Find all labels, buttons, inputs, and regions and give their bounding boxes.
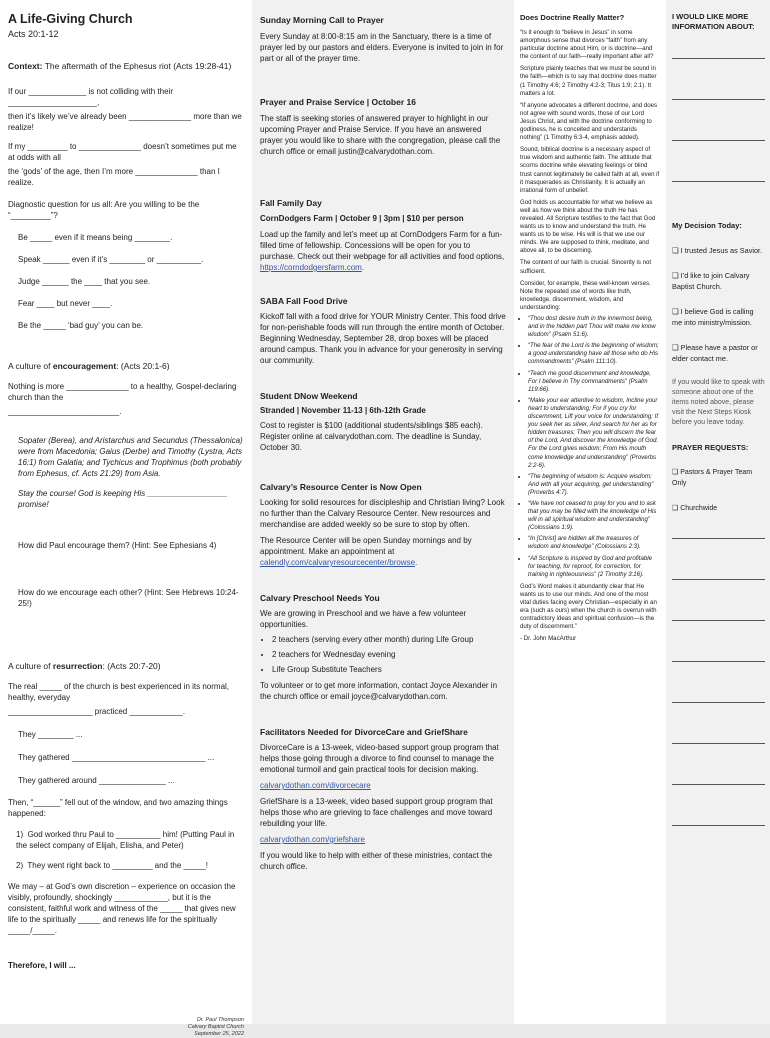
announce-title-prayer-praise: Prayer and Praise Service | October 16 [260,97,416,107]
prayer-line-7[interactable] [672,784,765,785]
divorcecare-link[interactable]: calvarydothan.com/divorcecare [260,781,371,790]
article-p1: “Is it enough to “believe in Jesus” in some amorphous sense that divorces “faith” from any particular doctrine about Him, or is doctrine—and the content of our faith—really important after all? [520,29,654,61]
travelers-quote: Sopater (Berea), and Aristarchus and Secundus (Thessalonica) were from Macedonia; Gaius (Derbe) and Timothy (Lystra, Acts 16:1) from Galatia; and Tychicus and Trophimus (both probably from Ephesus, cf. Acts 21:29) from Asia. [18,436,243,478]
list-item: • “Teach me good discernment and knowledge, For I believe in Thy commandments” (Psalm 119:66). [528,370,660,394]
diagnostic-question: Diagnostic question for us all: Are you willing to be the “_________”? [8,200,200,220]
article-p5: God holds us accountable for what we believe as well as how we think about the truth He has revealed. All Scripture testifies to the fact that God wants us to know and understand the truth. He wants us to be wise. His will is that we use our minds. We are supposed to think, meditate, and above all, to be discerning. [520,198,656,255]
announce-text-food-drive: Kickoff fall with a food drive for YOUR Ministry Center. This food drive for non-perishable foods will run through the entire month of October. Beginning Wednesday, September 28, drop boxes will be placed around campus. Thank you in advance for your generosity in serving our community. [260,312,506,365]
list-item: • 2 teachers (serving every other month) during Life Group [272,634,506,645]
be-line-5: Be the _____ ‘bad guy’ you can be. [18,321,144,330]
info-line-2[interactable] [672,99,765,100]
announce-sub-dnow: Stranded | November 11-13 | 6th-12th Grade [260,406,426,415]
list-item: • “In [Christ] are hidden all the treasures of wisdom and knowledge” (Colossians 2:3). [528,535,660,551]
announce-title-preschool: Calvary Preschool Needs You [260,593,380,603]
griefshare-link[interactable]: calvarydothan.com/griefshare [260,835,365,844]
article-author: - Dr. John MacArthur [520,635,577,643]
decision-title: My Decision Today: [672,221,742,230]
announce-sub-family-day: CornDodgers Farm | October 9 | 3pm | $10 per person [260,214,464,223]
prayer-check-1[interactable]: ❑ Pastors & Prayer Team Only [672,469,753,487]
they-line-2: They gathered ______________________________ ... [18,753,215,762]
info-line-4[interactable] [672,181,765,182]
decision-check-3[interactable]: ❑ I believe God is calling me into ministry/mission. [672,307,754,327]
announce-title-facilitators: Facilitators Needed for DivorceCare and GriefShare [260,727,468,737]
announce-text-prayer-call: Every Sunday at 8:00-8:15 am in the Sanctuary, there is a time of prayer led by our pastors and elders. Everyone is invited to join in for part or all of the prayer time. [260,32,504,63]
preschool-list [260,634,506,675]
announce-text-contact: If you would like to help with either of these ministries, contact the church office. [260,851,493,871]
list-item: • 2 teachers for Wednesday evening [272,649,506,660]
calendly-link[interactable]: calendly.com/calvaryresourcecenter/browse [260,558,416,567]
info-line-1[interactable] [672,58,765,59]
response-card-column [666,0,770,1024]
list-item: • “Thou dost desire truth in the innermost being, and in the hidden part Thou wilt make me know wisdom” (Psalm 51:6). [528,315,660,339]
article-p4: Sound, biblical doctrine is a necessary aspect of true wisdom and authentic faith. The attitude that scorns doctrine while elevating feelings or blind trust cannot legitimately be called faith at all, even if it masquerades as Christianity. It is actually an irrational form of unbelief. [520,146,660,194]
context-line: Context: The aftermath of the Ephesus riot (Acts 19:28-41) [8,61,232,71]
decision-check-2[interactable]: ❑ I’d like to join Calvary Baptist Church. [672,271,750,291]
article-p8: God’s Word makes it abundantly clear that He wants us to use our minds. And one of the most vital duties facing every Christian—especially in an era (such as ours) when the church is overrun with contradictory ideas and spiritual confusion—is the duty of discernment.” [520,582,657,631]
note-p1b: then it’s likely we’ve already been ______________ more than we realize! [8,112,242,132]
prayer-check-2[interactable]: ❑ Churchwide [672,505,718,512]
note-p1: If our _____________ is not colliding with their ____________________, [8,87,173,107]
announce-text-resource-center-2: The Resource Center will be open Sunday mornings and by appointment. Make an appointment at calendly.com/calvaryresourcecenter/browse. [260,536,472,567]
verse-list [520,315,660,579]
sermon-reference: Acts 20:1-12 [8,29,59,39]
list-item: • “We have not ceased to pray for you and to ask that you may be filled with the knowledge of His will in all spiritual wisdom and understanding” (Colossians 1:9). [528,500,660,532]
list-item: • “Make your ear attentive to wisdom, Incline your heart to understanding; For if you cry for discernment, Lift your voice for understanding; If you seek her as silver, And search for her as for hidden treasures; Then you will discern the fear of the Lord, And discover the knowledge of God. For the Lord gives wisdom; From His mouth come knowledge and understanding” (Proverbs 2:2-6). [528,397,660,470]
article-p7: Consider, for example, these well-known verses. Note the repeated use of words like truth, knowledge, discernment, wisdom, and understanding: [520,279,651,311]
prayer-line-6[interactable] [672,743,765,744]
announce-title-prayer-call: Sunday Morning Call to Prayer [260,15,384,25]
article-p6: The content of our faith is crucial. Sincerity is not sufficient. [520,259,652,275]
announce-text-prayer-praise: The staff is seeking stories of answered prayer to highlight in our upcoming Prayer and Praise Service. If you have an answered prayer you would like to share with the congregation, please call the church office or email justin@calvarydothan.com. [260,114,501,156]
article-p2: Scripture plainly teaches that we must be sound in the faith—which is to say that doctrine does matter (1 Timothy 4:6; 2 Timothy 4:2-3; Titus 1:9; 2:1). It matters a lot. [520,65,657,97]
announce-title-resource-center: Calvary’s Resource Center is Now Open [260,482,422,492]
announce-text-resource-center: Looking for solid resources for discipleship and Christian living? Look no further than the Calvary Resource Center. New resources and merchandise are added weekly so be sure to stop by often. [260,498,505,529]
sermon-title: A Life-Giving Church [8,12,133,26]
note-p2b: the ‘gods’ of the age, then I’m more ______________ than I realize. [8,167,220,187]
numbered-2: 2) They went right back to _________ and the _____! [16,861,208,870]
announce-title-family-day: Fall Family Day [260,198,322,208]
be-line-1: Be _____ even if it means being ________. [18,233,173,242]
encouragement-heading: A culture of encouragement: (Acts 20:1-6) [8,361,170,371]
announce-text-divorcecare: DivorceCare is a 13-week, video-based support group program that helps those going through a divorce to find counsel to manage the emotional turmoil and gain practical tools for decision making. [260,743,499,774]
announce-text-dnow: Cost to register is $100 (additional students/siblings $85 each). Register online at calvarydothan.com. The deadline is Sunday, October 30. [260,421,483,452]
they-line-3: They gathered around _______________ ... [18,776,175,785]
be-line-2: Speak ______ even if it’s ________ or __________. [18,255,204,264]
announce-text-griefshare: GriefShare is a 13-week, video based support group program that helps those who are grieving to face challenges and move toward rebuilding your life. [260,797,493,828]
list-item: • “All Scripture is inspired by God and profitable for teaching, for reproof, for correction, for training in righteousness” (2 Timothy 3:16). [528,555,660,579]
prayer-line-2[interactable] [672,579,765,580]
prayer-line-8[interactable] [672,825,765,826]
kiosk-note: If you would like to speak with someone about one of the items noted above, please visit the Next Steps Kiosk before you leave today. [672,379,765,426]
info-line-3[interactable] [672,140,765,141]
numbered-1: 1) God worked thru Paul to __________ him! (Putting Paul in the select company of Elijah, Elisha, and Peter) [16,830,235,850]
article-p3: “If anyone advocates a different doctrine, and does not agree with sound words, those of our Lord Jesus Christ, and with the doctrine conforming to godliness, he is conceited and understands nothing” (1 Timothy 6:3-4, emphasis added). [520,101,658,142]
question-1: How did Paul encourage them? (Hint: See Ephesians 4) [18,541,217,550]
encouragement-p1b: _________________________. [8,407,122,416]
announce-text-family-day: Load up the family and let’s meet up at CornDodgers Farm for a fun-filled time of fellowship. Concessions will be open for you to purchase. Check out their webpage for all activities and food options, https://corndodgersfarm.com. [260,230,505,272]
info-title: I WOULD LIKE MORE INFORMATION ABOUT: [672,12,755,31]
resurrection-p1: The real _____ of the church is best experienced in its normal, healthy, everyday [8,682,230,702]
article-body [520,29,660,643]
question-2: How do we encourage each other? (Hint: See Hebrews 10:24-25!) [18,588,239,608]
resurrection-heading: A culture of resurrection: (Acts 20:7-20) [8,661,161,671]
be-line-3: Judge ______ the ____ that you see. [18,277,151,286]
sermon-notes-column [0,0,252,1037]
resurrection-p1b: ___________________ practiced ____________. [8,707,186,716]
announce-title-food-drive: SABA Fall Food Drive [260,296,348,306]
be-line-4: Fear ____ but never ____. [18,299,113,308]
announce-text-preschool-2: To volunteer or to get more information, contact Joyce Alexander in the church office or email joyce@calvarydothan.com. [260,681,498,701]
note-p2: If my _________ to ______________ doesn’t sometimes put me at odds with all [8,142,237,162]
prayer-line-5[interactable] [672,702,765,703]
decision-check-4[interactable]: ❑ Please have a pastor or elder contact me. [672,343,758,363]
prayer-line-1[interactable] [672,538,765,539]
doctrine-article-column [514,0,666,1024]
then-line: Then, “______” fell out of the window, and two amazing things happened: [8,798,228,818]
list-item: • Life Group Substitute Teachers [272,664,506,675]
announce-text-preschool: We are growing in Preschool and we have a few volunteer opportunities. [260,609,467,629]
announcements-column [252,0,514,1024]
prayer-title: PRAYER REQUESTS: [672,443,749,452]
decision-check-1[interactable]: ❑ I trusted Jesus as Savior. [672,246,763,255]
discretion-paragraph: We may – at God’s own discretion – experience on occasion the visibly, profoundly, shockingly ____________, but it is the consistent, faithful work and witness of the _____ that gives new life to the spiritually _____ and renews life for the spiritually _____/_____. [8,882,236,935]
list-item: • “The beginning of wisdom is: Acquire wisdom; And with all your acquiring, get understanding” (Proverbs 4:7). [528,473,660,497]
therefore-line: Therefore, I will ... [8,961,76,970]
promise-line: Stay the course! God is keeping His __________________ promise! [18,489,228,509]
corndodgers-link[interactable]: https://corndodgersfarm.com [260,263,362,272]
prayer-line-3[interactable] [672,620,765,621]
article-title: Does Doctrine Really Matter? [520,13,625,22]
list-item: • “The fear of the Lord is the beginning of wisdom; a good understanding have all those who do His commandments” (Psalm 111:10). [528,342,660,366]
encouragement-p1: Nothing is more ______________ to a healthy, Gospel-declaring church than the [8,382,237,402]
they-line-1: They ________ ... [18,730,83,739]
announce-title-dnow: Student DNow Weekend [260,391,358,401]
signature-block: Dr. Paul Thompson Calvary Baptist Church September 25, 2022 [187,1017,244,1037]
prayer-line-4[interactable] [672,661,765,662]
